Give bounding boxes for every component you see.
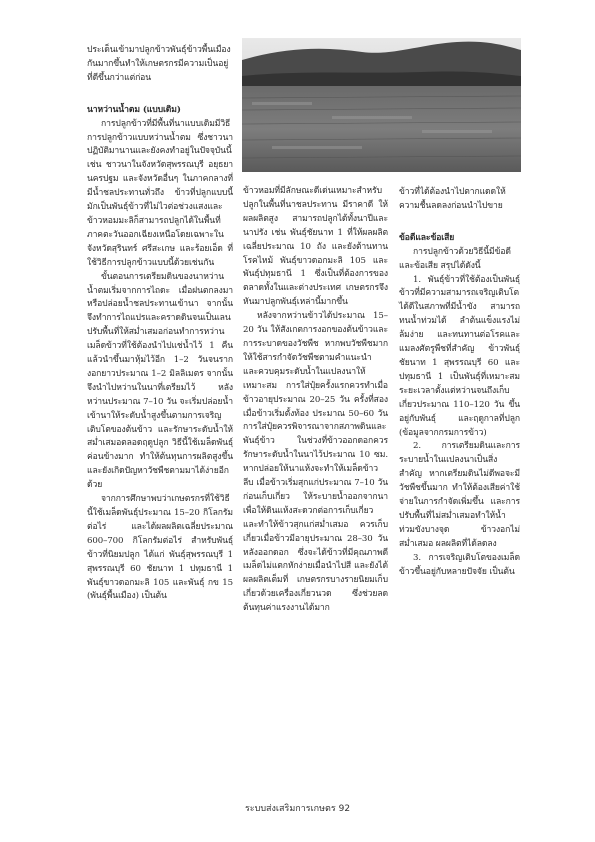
paragraph: จากการศึกษาพบว่าเกษตรกรที่ใช้วิธีนี้ใช้เมล็ดพันธุ์ประมาณ 15–20 กิโลกรัมต่อไร่ และได้ผลผลิตเฉลี่ยประมาณ 600–700 กิโลกรัมต่อไร่ สำหรับพันธุ์ข้าวที่นิยมปลูก ได้แก่ พันธุ์สุพรรณบุรี 1 สุพรรณบุรี 60 ชัยนาท 1 ปทุมธานี 1 พันธุ์ขาวดอกมะลิ 105 และพันธุ์ กข 15 (พันธุ์พื้นเมือง) เป็นต้น [87, 494, 233, 602]
paragraph: การปลูกข้าวด้วยวิธีนี้มีข้อดีและข้อเสีย สรุปได้ดังนี้ [399, 246, 511, 271]
paragraph: ข้าวหอมที่มีลักษณะดีเด่นเหมาะสำหรับปลูกในพื้นที่นาชลประทาน มีราคาดี ให้ผลผลิตสูง สามารถปลูกได้ทั้งนาปีและนาปรัง เช่น พันธุ์ชัยนาท 1 ที่ให้ผลผลิตเฉลี่ยประมาณ 10 ถัง และยังต้านทานโรคไหม้ พันธุ์ขาวดอกมะลิ 105 และพันธุ์ปทุมธานี 1 ซึ่งเป็นที่ต้องการของตลาดทั้งในและต่างประเทศ เกษตรกรจึงหันมาปลูกพันธุ์เหล่านี้มากขึ้น [243, 186, 388, 308]
column-left [87, 44, 233, 604]
column-right [399, 186, 520, 579]
paragraph: ประเด็นเข้ามาปลูกข้าวพันธุ์ข้าวพื้นเมืองกันมากขึ้นทำให้เกษตรกรมีความเป็นอยู่ที่ดีขึ้นกว่าแต่ก่อน [87, 45, 231, 83]
paragraph: การปลูกข้าวที่มีพื้นที่นาแบบเดิมมีวิธีการปลูกข้าวแบบหว่านน้ำตม ซึ่งชาวนาปฏิบัติมานานและยังคงทำอยู่ในปัจจุบันนี้ เช่น ชาวนาในจังหวัดสุพรรณบุรี อยุธยา นครปฐม และจังหวัดอื่นๆ ในภาคกลางที่มีน้ำชลประทานทั่วถึง ข้าวที่ปลูกแบบนี้มักเป็นพันธุ์ข้าวที่ไม่ไวต่อช่วงแสงและข้าวหอมมะลิก็สามารถปลูกได้ในพื้นที่ภาคตะวันออกเฉียงเหนือโดยเฉพาะในจังหวัดสุรินทร์ ศรีสะเกษ และร้อยเอ็ด ที่ใช้วิธีการปลูกข้าวแบบนี้ด้วยเช่นกัน [87, 118, 233, 268]
rice-field-photo [242, 38, 521, 172]
rice-field-photo-image [242, 38, 521, 172]
paragraph: หลังจากหว่านข้าวได้ประมาณ 15–20 วัน ให้สังเกตการงอกของต้นข้าวและการระบาดของวัชพืช หากพบวัชพืชมากให้ใช้สารกำจัดวัชพืชตามคำแนะนำ และควบคุมระดับน้ำในแปลงนาให้เหมาะสม การใส่ปุ๋ยครั้งแรกควรทำเมื่อข้าวอายุประมาณ 20–25 วัน ครั้งที่สองเมื่อข้าวเริ่มตั้งท้อง ประมาณ 50–60 วัน การใส่ปุ๋ยควรพิจารณาจากสภาพดินและพันธุ์ข้าว ในช่วงที่ข้าวออกดอกควรรักษาระดับน้ำในนาไว้ประมาณ 10 ซม. หากปล่อยให้นาแห้งจะทำให้เมล็ดข้าวลีบ เมื่อข้าวเริ่มสุกแก่ประมาณ 7–10 วันก่อนเก็บเกี่ยว ให้ระบายน้ำออกจากนา เพื่อให้ดินแห้งสะดวกต่อการเก็บเกี่ยว และทำให้ข้าวสุกแก่สม่ำเสมอ ควรเก็บเกี่ยวเมื่อข้าวมีอายุประมาณ 28–30 วันหลังออกดอก ซึ่งจะได้ข้าวที่มีคุณภาพดี เมล็ดไม่แตกหักง่ายเมื่อนำไปสี และยังได้ผลผลิตเต็มที่ เกษตรกรบางรายนิยมเก็บเกี่ยวด้วยเครื่องเกี่ยวนวด ซึ่งช่วยลดต้นทุนค่าแรงงานได้มาก [243, 311, 388, 614]
paragraph: ข้าวที่ได้ต้องนำไปตากแดดให้ความชื้นลดลงก่อนนำไปขาย [399, 187, 506, 211]
page-footer: ระบบส่งเสริมการเกษตร 92 [244, 804, 351, 814]
section-heading: นาหว่านน้ำตม (แบบเดิม) [87, 104, 181, 115]
section-heading: ข้อดีและข้อเสีย [399, 232, 455, 243]
list-item: 1. พันธุ์ข้าวที่ใช้ต้องเป็นพันธุ์ข้าวที่มีความสามารถเจริญเติบโตได้ดีในสภาพที่มีน้ำขัง สามารถทนน้ำท่วมได้ ลำต้นแข็งแรงไม่ล้มง่าย และทนทานต่อโรคและแมลงศัตรูพืชที่สำคัญ ข้าวพันธุ์ชัยนาท 1 สุพรรณบุรี 60 และปทุมธานี 1 เป็นพันธุ์ที่เหมาะสม ระยะเวลาตั้งแต่หว่านจนถึงเก็บเกี่ยวประมาณ 110–120 วัน ขึ้นอยู่กับพันธุ์ และฤดูกาลที่ปลูก (ข้อมูลจากกรมการข้าว) [399, 274, 520, 438]
column-middle [243, 185, 388, 616]
list-item: 3. การเจริญเติบโตของเมล็ดข้าวขึ้นอยู่กับหลายปัจจัย เป็นต้น [399, 552, 520, 577]
list-item: 2. การเตรียมดินและการระบายน้ำในแปลงนาเป็นสิ่งสำคัญ หากเตรียมดินไม่ดีพอจะมีวัชพืชขึ้นมาก ทำให้ต้องเสียค่าใช้จ่ายในการกำจัดเพิ่มขึ้น และการปรับพื้นที่ไม่สม่ำเสมอทำให้น้ำท่วมขังบางจุด ข้าวงอกไม่สม่ำเสมอ ผลผลิตที่ได้ลดลง [399, 441, 520, 549]
paragraph: ขั้นตอนการเตรียมดินของนาหว่านน้ำตมเริ่มจากการไถดะ เมื่อฝนตกลงมาหรือปล่อยน้ำชลประทานเข้านา จากนั้นจึงทำการไถแปรและคราดดินจนเป็นเลน ปรับพื้นที่ให้สม่ำเสมอก่อนทำการหว่าน เมล็ดข้าวที่ใช้ต้องนำไปแช่น้ำไว้ 1 คืนแล้วนำขึ้นมาหุ้มไว้อีก 1–2 วันจนรากงอกยาวประมาณ 1–2 มิลลิเมตร จากนั้นจึงนำไปหว่านในนาที่เตรียมไว้ หลังหว่านประมาณ 7–10 วัน จะเริ่มปล่อยน้ำเข้านาให้ระดับน้ำสูงขึ้นตามการเจริญเติบโตของต้นข้าว และรักษาระดับน้ำให้สม่ำเสมอตลอดฤดูปลูก วิธีนี้ใช้เมล็ดพันธุ์ค่อนข้างมาก ทำให้ต้นทุนการผลิตสูงขึ้นและยังเกิดปัญหาวัชพืชตามมาได้ง่ายอีกด้วย [87, 271, 233, 491]
